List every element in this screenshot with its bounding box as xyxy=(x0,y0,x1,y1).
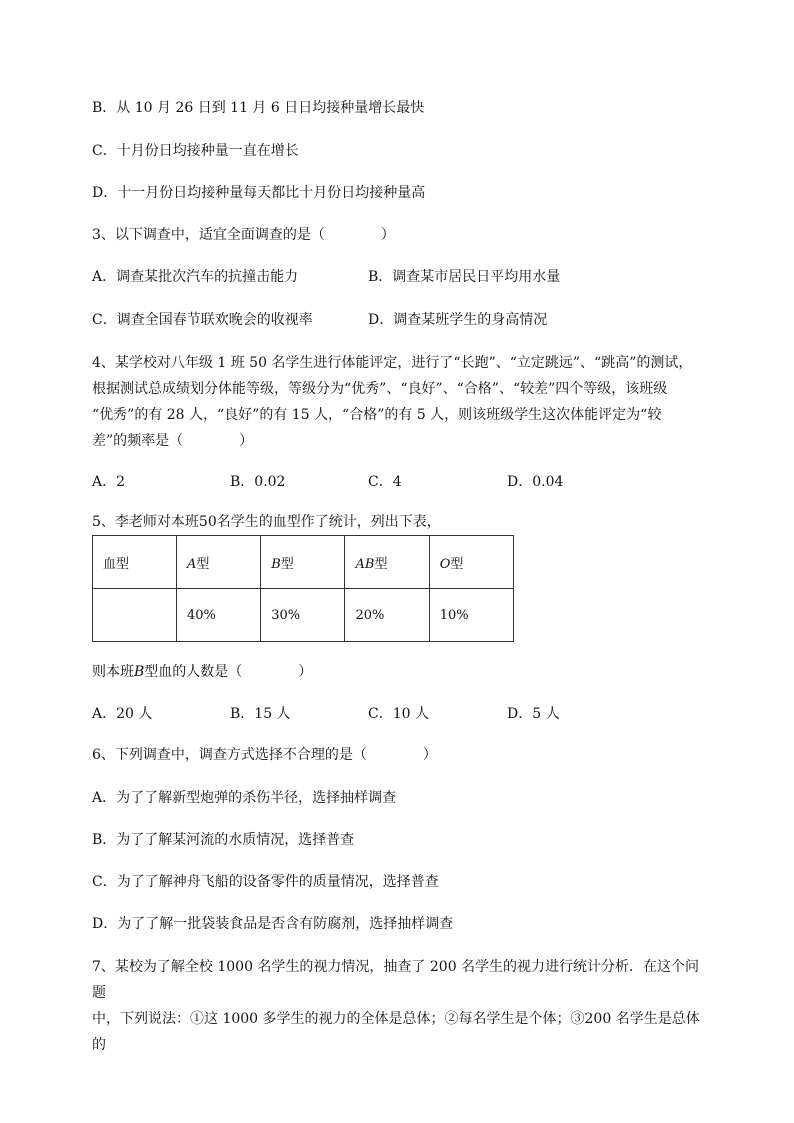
blood-type-var: AB xyxy=(355,556,375,572)
q5-option-d: D．5 人 xyxy=(507,706,560,722)
table-cell: 30% xyxy=(261,589,345,642)
q5-option-b: B．15 人 xyxy=(230,706,291,722)
q2-option-b: B．从 10 月 26 日到 11 月 6 日日均接种量增长最快 xyxy=(92,100,425,116)
q3-option-d: D．调查某班学生的身高情况 xyxy=(368,312,548,328)
q4-line-3: “优秀”的有 28 人，“良好”的有 15 人，“合格”的有 5 人，则该班级学生这次体能评定为“较 xyxy=(92,407,662,423)
table-header-cell xyxy=(429,536,513,589)
table-header-cell xyxy=(176,536,260,589)
q5-stem: 5、李老师对本班50名学生的血型作了统计，列出下表， xyxy=(92,514,441,530)
q6-stem-text: 6、下列调查中，调查方式选择不合理的是（ xyxy=(92,747,367,763)
type-suffix: 型 xyxy=(450,556,464,572)
q7-line-2: 中，下列说法：①这 1000 多学生的视力的全体是总体；②每名学生是个体；③200 名学生是总体的 xyxy=(92,1011,700,1053)
q3-option-c: C．调查全国春节联欢晚会的收视率 xyxy=(92,312,313,328)
q6-option-c: C．为了了解神舟飞船的设备零件的质量情况，选择普查 xyxy=(92,874,439,890)
q4-line-4 xyxy=(92,428,712,454)
q7-line-1: 7、某校为了解全校 1000 名学生的视力情况，抽查了 200 名学生的视力进行统计分析．在这个问题 xyxy=(92,959,700,1001)
q3-stem-text: 3、以下调查中，适宜全面调查的是（ xyxy=(92,227,325,243)
blood-type-table xyxy=(92,535,514,642)
table-header-row xyxy=(93,536,514,589)
q6-option-a: A．为了了解新型炮弹的杀伤半径，选择抽样调查 xyxy=(92,790,397,806)
q4-stem xyxy=(92,350,712,454)
q4-option-d: D．0.04 xyxy=(507,474,564,490)
q7-stem xyxy=(92,954,712,1058)
q5-follow-var: B xyxy=(134,664,145,680)
q6-option-b: B．为了了解某河流的水质情况，选择普查 xyxy=(92,832,355,848)
q6-paren-close: ） xyxy=(422,747,437,763)
q4-option-c: C．4 xyxy=(368,474,402,490)
q3-option-b: B．调查某市居民日平均用水量 xyxy=(368,269,561,285)
table-row xyxy=(93,589,514,642)
q6-stem xyxy=(92,745,437,765)
table-cell: 10% xyxy=(429,589,513,642)
q4-line-4-text: 差”的频率是（ xyxy=(92,433,184,449)
q5-follow-prefix: 则本班 xyxy=(92,664,134,680)
q4-line-2: 根据测试总成绩划分体能等级，等级分为“优秀”、“良好”、“合格”、“较差”四个等级，该班级 xyxy=(92,381,668,397)
q6-option-d: D．为了了解一批袋装食品是否含有防腐剂，选择抽样调查 xyxy=(92,916,454,932)
type-suffix: 型 xyxy=(374,556,388,572)
q3-paren-close: ） xyxy=(380,227,395,243)
q5-paren-close: ） xyxy=(298,664,313,680)
q5-option-a: A．20 人 xyxy=(92,706,153,722)
table-cell: 40% xyxy=(176,589,260,642)
q2-option-d: D．十一月份日均接种量每天都比十月份日均接种量高 xyxy=(92,185,426,201)
q4-line-1: 4、某学校对八年级 1 班 50 名学生进行体能评定，进行了“长跑”、“立定跳远”、“跳高”的测试， xyxy=(92,355,693,371)
q3-stem xyxy=(92,225,395,245)
table-header-cell xyxy=(345,536,429,589)
q3-option-a: A．调查某批次汽车的抗撞击能力 xyxy=(92,269,299,285)
q2-option-c: C．十月份日均接种量一直在增长 xyxy=(92,143,299,159)
table-header-cell xyxy=(261,536,345,589)
q5-follow-suffix: 型血的人数是（ xyxy=(144,664,243,680)
table-cell xyxy=(93,589,177,642)
q5-followup xyxy=(92,662,312,682)
blood-type-var: B xyxy=(271,556,281,572)
type-suffix: 型 xyxy=(196,556,210,572)
table-cell: 20% xyxy=(345,589,429,642)
q4-option-b: B．0.02 xyxy=(230,474,286,490)
q5-option-c: C．10 人 xyxy=(368,706,429,722)
blood-type-var: O xyxy=(439,556,451,572)
table-header-cell: 血型 xyxy=(93,536,177,589)
blood-type-var: A xyxy=(186,556,197,572)
q4-option-a: A．2 xyxy=(92,474,126,490)
q4-paren-close: ） xyxy=(239,433,254,449)
type-suffix: 型 xyxy=(280,556,294,572)
